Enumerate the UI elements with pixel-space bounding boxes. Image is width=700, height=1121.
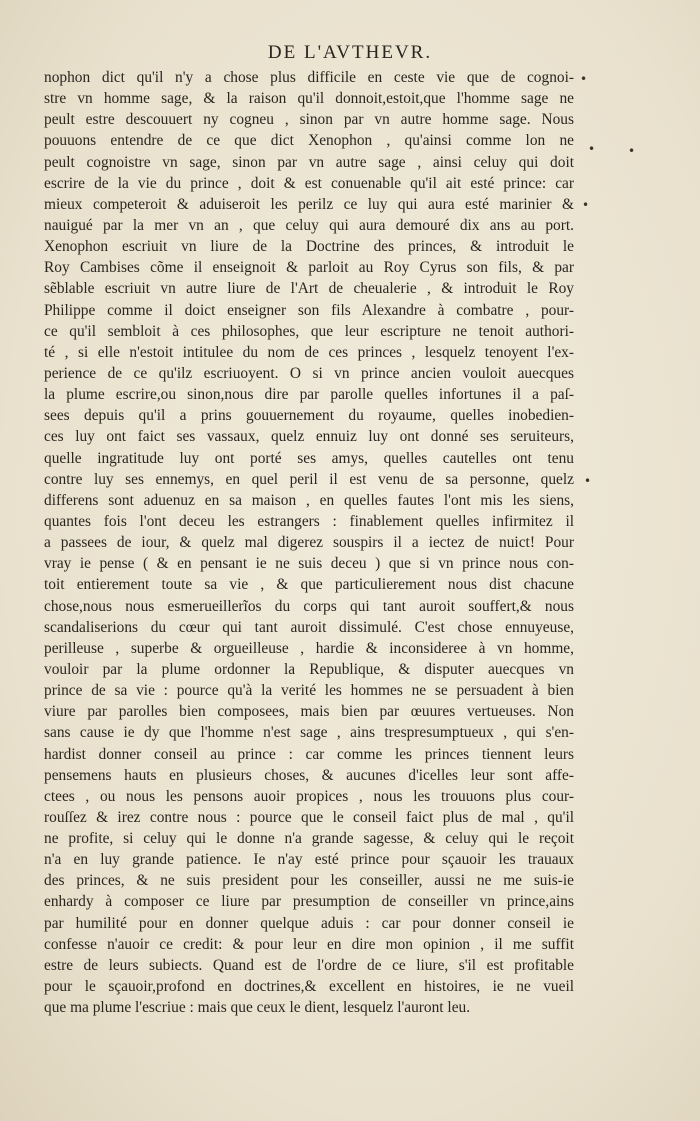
text-line: estre de leurs subiects. Quand est de l'ordre de ce liure, s'il est profitable	[44, 956, 574, 974]
margin-mark: •	[580, 72, 588, 86]
text-line: mieux competeroit & aduiseroit les perilz ce luy qui aura esté marinier &	[44, 195, 574, 213]
text-line: des princes, & ne suis president pour les conseiller, aussi ne me suis-ie	[44, 872, 574, 890]
text-line: nauigué par la mer vn an , que celuy qui aura demouré dix ans au port.	[44, 216, 574, 234]
text-line: stre vn homme sage, & la raison qu'il donnoit,estoit,que l'homme sage ne	[44, 90, 574, 108]
text-line: pour le sçauoir,profond en doctrines,& excellent en histoires, ie ne vueil	[44, 978, 574, 996]
text-line: ce qu'il sembloit à ces philosophes, que leur escripture ne tenoit authori-	[44, 322, 574, 340]
margin-mark: •	[582, 198, 590, 212]
text-line: nophon dict qu'il n'y a chose plus difficile en ceste vie que de cognoi-	[44, 69, 574, 86]
text-line: escrire de la vie du prince , doit & est conuenable qu'il ait esté prince: car	[44, 174, 574, 192]
text-line: rouſſez & irez contre nous : pource que le conseil faict plus de mal , qu'il	[44, 808, 574, 826]
text-line: enhardy à composer ce liure par presumption de conseiller vn prince,ains	[44, 893, 574, 911]
text-line: quelle ingratitude luy ont porté ses amys, quelles cautelles ont tenu	[44, 449, 574, 467]
text-line: ne profite, si celuy qui le donne n'a grande sagesse, & celuy qui le reçoit	[44, 830, 574, 848]
text-line: hardist donner conseil au prince : car comme les princes tiennent leurs	[44, 745, 574, 763]
text-line: chose,nous nous esmerueillerĩos du corps qui tant auroit souffert,& nous	[44, 597, 574, 615]
running-head: DE L'AVTHEVR.	[267, 42, 433, 63]
text-line: prince de sa vie : pource qu'à la verité les hommes ne se persuadent à bien	[44, 682, 574, 700]
text-line: scandaliserions du cœur qui tant auroit dissimulé. C'est chose ennuyeuse,	[44, 618, 574, 636]
text-line: quantes fois l'ont deceu les estrangers : finablement quelles infirmitez il	[44, 512, 574, 530]
text-line: viure par parolles bien composees, mais bien par œuures vertueuses. Non	[44, 703, 574, 721]
text-line: a passees de iour, & quelz mal digerez souspirs il a iectez de nuict! Pour	[44, 534, 574, 552]
text-line: vray ie pense ( & en pensant ie ne suis deceu ) que si vn prince nous con-	[44, 555, 574, 573]
text-line: toit entierement toute sa vie , & que particulierement nous dist chacune	[44, 576, 574, 594]
text-line: n'a en luy grande patience. Ie n'ay esté prince pour sçauoir les trauaux	[44, 851, 574, 869]
text-line: pensemens hauts en plusieurs choses, & aucunes d'icelles leur sont affe-	[44, 766, 574, 784]
text-line: Roy Cambises cõme il enseignoit & parloit au Roy Cyrus son fils, & par	[44, 259, 574, 277]
body-text	[44, 67, 574, 1018]
margin-mark: •	[628, 144, 636, 158]
text-line: peult estre descouuert ny cogneu , sinon par vn autre homme sage. Nous	[44, 111, 574, 129]
text-line: que ma plume l'escriue : mais que ceux le dient, lesquelz l'auront leu.	[44, 999, 471, 1017]
text-line: par humilité pour en donner quelque aduis : car pour donner conseil ie	[44, 914, 574, 932]
text-line: sees depuis qu'il a prins gouuernement du royaume, quelles inobedien-	[44, 407, 574, 425]
text-line: perilleuse , superbe & orgueilleuse , hardie & inconsideree à vn homme,	[44, 639, 574, 657]
text-line: contre luy ses ennemys, en quel peril il est venu de sa personne, quelz	[44, 470, 574, 488]
margin-mark: •	[588, 142, 596, 156]
text-line: pouuons entendre de ce que dict Xenophon , qu'ainsi comme lon ne	[44, 132, 574, 150]
text-line: ctees , ou nous les pensons auoir propices , nous les trouuons plus cour-	[44, 787, 574, 805]
text-line: confesse n'auoir ce credit: & pour leur en dire mon opinion , il me suffit	[44, 935, 574, 953]
text-line: Philippe comme il doict enseigner son fils Alexandre à combatre , pour-	[44, 301, 574, 319]
text-line: peult cognoistre vn sage, sinon par vn autre sage , ainsi celuy qui doit	[44, 153, 574, 171]
text-line: sans cause ie dy que l'homme n'est sage , ains trespresumptueux , qui s'en-	[44, 724, 574, 742]
text-line: vouloir par la plume ordonner la Republique, & disputer auecques vn	[44, 660, 574, 678]
text-line: differens sont aduenuz en sa maison , en quelles fautes l'ont mis les siens,	[44, 491, 574, 509]
text-line: Xenophon escriuit vn liure de la Doctrine des princes, & introduit le	[44, 238, 574, 256]
text-line: ces luy ont faict ses vassaux, quelz ennuiz luy ont donné ses seruiteurs,	[44, 428, 574, 446]
text-line: té , si elle n'estoit intitulee du nom de ces princes , lesquelz tenoyent l'ex-	[44, 343, 574, 361]
text-line: la plume escrire,ou sinon,nous dire par parolle quelles infortunes il a paſ-	[44, 386, 574, 404]
text-line: perience de ce qu'ilz escriuoyent. O si vn prince ancien vouloit auecques	[44, 364, 574, 382]
text-line: sẽblable escriuit vn autre liure de l'Art de cheualerie , & introduit le Roy	[44, 280, 574, 298]
margin-mark: •	[584, 474, 592, 488]
